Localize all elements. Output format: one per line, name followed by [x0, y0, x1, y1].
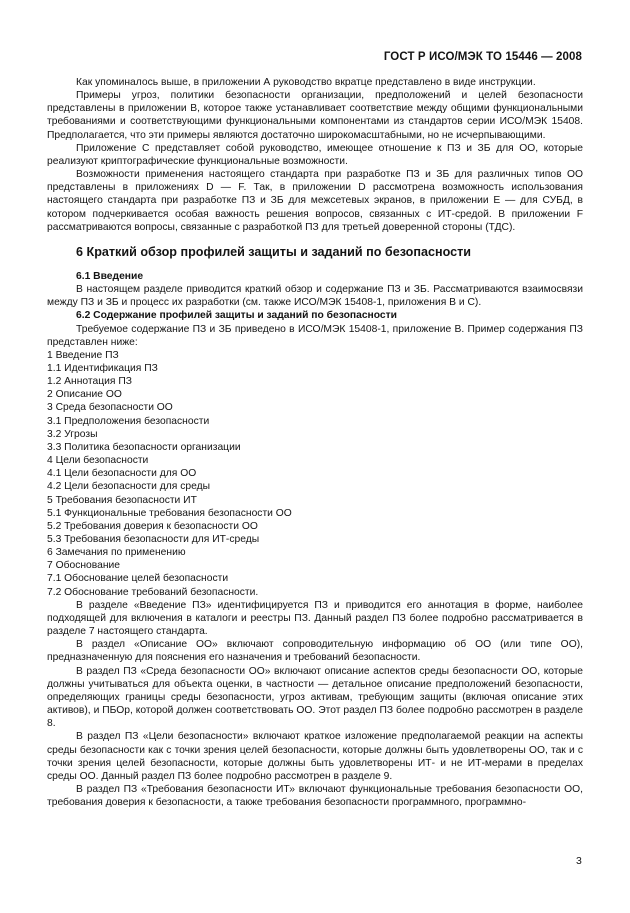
body-paragraph: В раздел ПЗ «Среда безопасности ОО» включают описание аспектов среды безопасности ОО, которые должны учитываться для объекта оценки, в частности — детальное описание предположений безопасности, определяющих границы среды безопасности, угроз активам, требующим защиты (включая описание этих активов), и ПБОр, которой должен соответствовать ОО. Этот раздел ПЗ более подробно рассмотрен в разделе 8. — [47, 665, 583, 730]
intro-paragraph: Возможности применения настоящего стандарта при разработке ПЗ и ЗБ для различных типов ОО представлены в приложениях D — F. Так, в приложении D рассмотрена возможность использования настоящего стандарта при разработке ПЗ и ЗБ для межсетевых экранов, в приложении Е — для СУБД, в котором подчеркивается особая важность решения вопросов, связанных с ИТ-средой. В приложении F рассматриваются вопросы, связанные с разработкой ПЗ для третьей доверенной стороны (ТДС). — [47, 169, 583, 233]
page-number: 3 — [576, 855, 582, 867]
toc-item: 4.2 Цели безопасности для среды — [47, 481, 210, 493]
toc-item: 2 Описание ОО — [47, 389, 122, 401]
toc-item: 3.2 Угрозы — [47, 428, 98, 440]
pz-contents-list — [47, 349, 583, 599]
toc-item: 3.3 Политика безопасности организации — [47, 441, 241, 453]
toc-item: 5 Требования безопасности ИТ — [47, 494, 197, 506]
section-6-heading: 6 Краткий обзор профилей защиты и заданий по безопасности — [76, 244, 472, 259]
body-paragraph: В раздел «Описание ОО» включают сопроводительную информацию об ОО (или типе ОО), предназначенную для пояснения его назначения и требований безопасности. — [47, 639, 583, 664]
toc-item: 4.1 Цели безопасности для ОО — [47, 468, 197, 480]
toc-item: 7 Обоснование — [47, 560, 121, 572]
toc-item: 5.1 Функциональные требования безопасности ОО — [47, 507, 292, 519]
section-6-1-heading: 6.1 Введение — [76, 270, 144, 282]
toc-item: 3.1 Предположения безопасности — [47, 415, 210, 427]
body-paragraph: В разделе «Введение ПЗ» идентифицируется ПЗ и приводится его аннотация в форме, наиболее подходящей для включения в каталоги и реестры ПЗ. Данный раздел ПЗ более подробно рассматривается в разделе 7 настоящего стандарта. — [47, 599, 583, 638]
section-6-2-text: Требуемое содержание ПЗ и ЗБ приведено в ИСО/МЭК 15408-1, приложение В. Пример содержания ПЗ представлен ниже: — [47, 323, 583, 348]
section-6-2-heading: 6.2 Содержание профилей защиты и заданий по безопасности — [76, 310, 398, 322]
toc-item: 5.3 Требования безопасности для ИТ-среды — [47, 534, 260, 545]
standard-header: ГОСТ Р ИСО/МЭК ТО 15446 — 2008 — [383, 51, 582, 63]
toc-item: 3 Среда безопасности ОО — [47, 402, 173, 414]
toc-item: 1 Введение ПЗ — [47, 349, 119, 361]
toc-item: 6 Замечания по применению — [47, 547, 186, 559]
toc-item: 1.2 Аннотация ПЗ — [47, 376, 132, 388]
toc-item: 4 Цели безопасности — [47, 455, 149, 467]
toc-item: 7.2 Обоснование требований безопасности. — [47, 586, 259, 598]
page-content — [47, 76, 583, 809]
body-paragraph: В раздел ПЗ «Цели безопасности» включают краткое изложение предполагаемой реакции на аспекты среды безопасности как с точки зрения целей безопасности, которые должны быть удовлетворены ОО, так и с точки зрения целей безопасности, которые должны быть удовлетворены ИТ- и не ИТ-мерами в пределах среды ОО. Данный раздел ПЗ более подробно рассмотрен в разделе 9. — [47, 731, 583, 782]
section-6-1-text: В настоящем разделе приводится краткий обзор и содержание ПЗ и ЗБ. Рассматриваются взаимосвязи между ПЗ и ЗБ и процесс их разработки (см. также ИСО/МЭК 15408-1, приложения В и С). — [47, 284, 583, 309]
intro-paragraph: Примеры угроз, политики безопасности организации, предположений и целей безопасности представлены в приложении В, которое также устанавливает соответствие между общими функциональными требованиями и соответствующими функциональными компонентами из стандартов серии ИСО/МЭК 15408. Предполагается, что эти примеры являются достаточно широкомасштабными, но не исчерпывающими. — [47, 90, 583, 141]
toc-item: 5.2 Требования доверия к безопасности ОО — [47, 520, 258, 532]
intro-paragraph: Как упоминалось выше, в приложении А руководство вкратце представлено в виде инструкции. — [76, 77, 536, 88]
intro-paragraph: Приложение С представляет собой руководство, имеющее отношение к ПЗ и ЗБ для ОО, которые реализуют криптографические функциональные возможности. — [47, 142, 583, 167]
toc-item: 7.1 Обоснование целей безопасности — [47, 573, 229, 585]
toc-item: 1.1 Идентификация ПЗ — [47, 362, 158, 374]
body-paragraph: В раздел ПЗ «Требования безопасности ИТ» включают функциональные требования безопасности ОО, требования доверия к безопасности, а также требования безопасности программного, программно- — [47, 783, 583, 809]
